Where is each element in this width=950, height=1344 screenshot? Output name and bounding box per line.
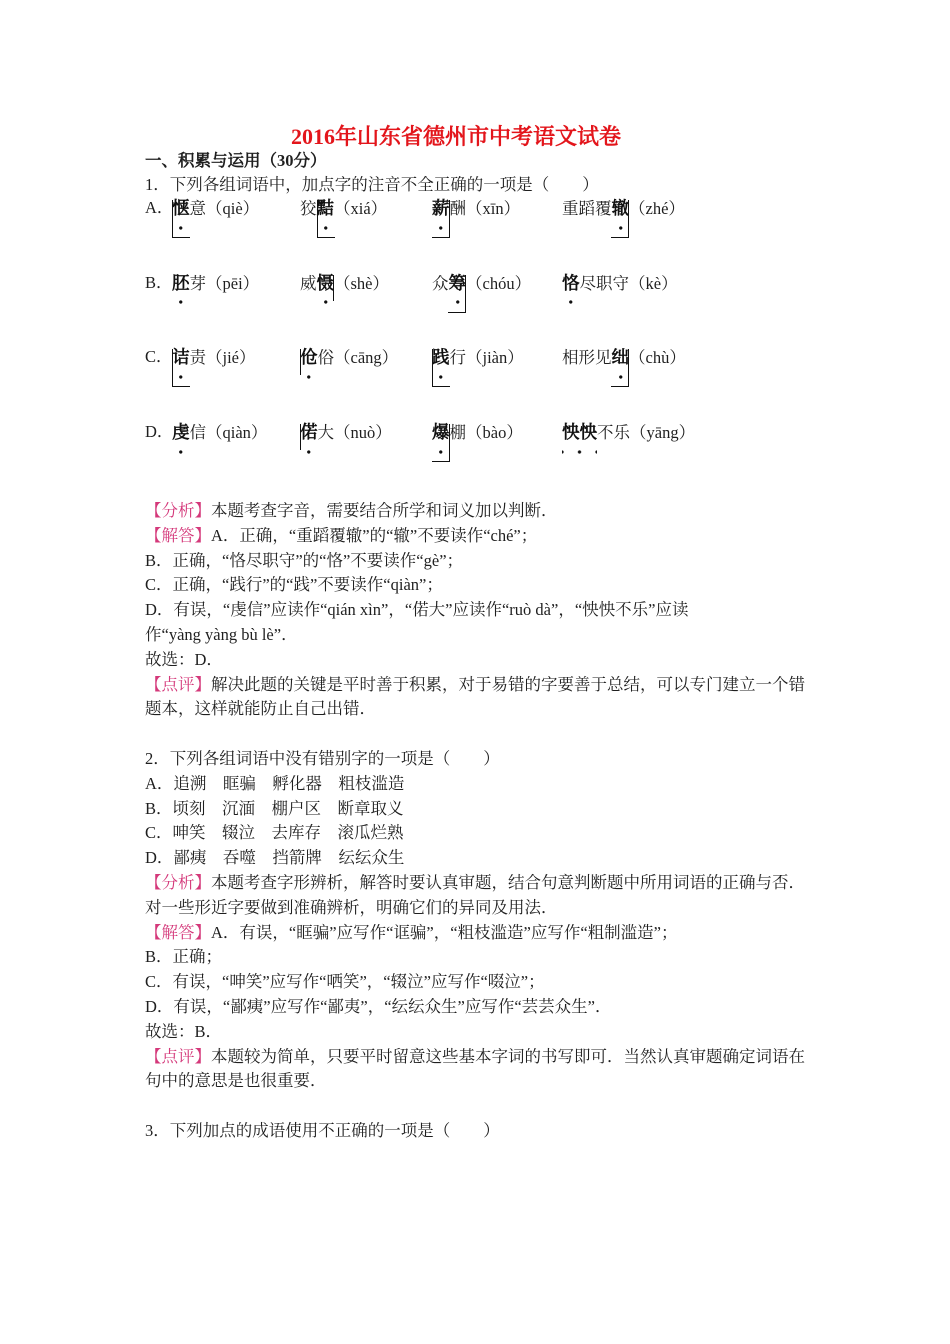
answer-line: B．正确； (145, 947, 223, 967)
option-word: 呻笑 (172, 823, 206, 843)
emphasized-char: 辙 (612, 196, 630, 221)
answer-line: 作“yàng yàng bù lè”． (145, 624, 298, 644)
exam-content (145, 0, 825, 1344)
pinyin: （qiàn） (206, 423, 268, 443)
answer-choice: 故选：D． (145, 649, 223, 669)
option-word: 纭纭众生 (338, 848, 405, 868)
question-1-option-d (145, 420, 825, 495)
answer-line (145, 921, 825, 946)
word-rest: 信 (189, 423, 206, 443)
pinyin: （chù） (629, 348, 686, 368)
pinyin: （xīn） (466, 199, 521, 218)
word-prefix: 狡 (300, 199, 317, 218)
word-rest: 责 (189, 348, 206, 368)
answer-line: C．有误，“呻笑”应写作“哂笑”，“辍泣”应写作“啜泣”； (145, 972, 545, 992)
option-label: D． (145, 422, 174, 442)
question-1-stem: 1．下列各组词语中，加点字的注音不全正确的一项是（ ） (145, 175, 599, 194)
emphasized-char: 伧 (300, 345, 318, 370)
option-word (562, 345, 686, 370)
option-label: D． (145, 848, 174, 868)
word-rest: 棚 (449, 423, 466, 443)
emphasized-char: 虔 (172, 420, 190, 445)
option-label: A． (145, 773, 174, 793)
option-word: 辍泣 (222, 823, 256, 843)
emphasized-char: 恪 (562, 271, 580, 296)
option-word: 滚瓜烂熟 (337, 823, 404, 843)
analysis-tag: 【分析】 (145, 501, 211, 520)
option-word: 挡箭牌 (272, 848, 322, 868)
question-1-options (145, 196, 825, 495)
word-rest: 行 (449, 348, 466, 368)
answer-choice: 故选：B． (145, 1021, 223, 1041)
analysis-line (145, 499, 825, 524)
answer-tag: 【解答】 (145, 922, 211, 942)
emphasized-char: 绌 (612, 345, 630, 370)
option-word: 沉湎 (222, 798, 256, 818)
word-rest: 大 (317, 423, 334, 443)
option-word: 粗枝滥造 (338, 773, 405, 793)
word-rest: 不乐 (597, 423, 630, 443)
pinyin: （shè） (334, 273, 389, 293)
analysis-tag: 【分析】 (145, 872, 211, 892)
spacer (145, 722, 825, 747)
word-prefix: 重蹈覆 (562, 199, 612, 218)
spacer (145, 1094, 825, 1119)
pinyin: （zhé） (629, 199, 685, 218)
comment-text: 本题较为简单，只要平时留意这些基本字词的书写即可．当然认真审题确定词语在 (211, 1046, 805, 1066)
question-2-option-b (145, 797, 825, 822)
exam-body (145, 499, 825, 1144)
emphasized-char: 慑 (317, 271, 335, 296)
emphasized-char: 践 (432, 345, 450, 370)
option-label: C． (145, 823, 173, 843)
question-1-option-c (145, 345, 825, 420)
pinyin: （jiàn） (466, 348, 524, 368)
question-2-option-d (145, 846, 825, 871)
pinyin: （cāng） (334, 348, 399, 368)
word-prefix: 相形见 (562, 348, 612, 368)
option-word (432, 345, 524, 370)
section-heading: 一、积累与运用（30分） (145, 151, 327, 170)
question-1-option-a (145, 196, 825, 271)
pinyin: （qiè） (206, 199, 260, 218)
emphasized-char: 黠 (317, 196, 335, 221)
emphasized-char: 胚 (172, 271, 190, 296)
page-title: 2016年山东省德州市中考语文试卷 (290, 124, 621, 149)
option-word (172, 420, 267, 445)
question-2-option-c (145, 821, 825, 846)
comment-line (145, 673, 825, 698)
emphasized-char: 惬 (172, 196, 190, 221)
option-word: 吞噬 (222, 848, 256, 868)
option-word: 棚户区 (271, 798, 322, 818)
option-word: 去库存 (271, 823, 322, 843)
option-word: 顷刻 (172, 798, 206, 818)
option-word (172, 345, 256, 370)
question-1-option-b (145, 271, 825, 346)
comment-line: 题本，这样就能防止自己出错． (145, 699, 376, 719)
answer-line: B．正确，“恪尽职守”的“恪”不要读作“gè”； (145, 550, 464, 570)
option-label: A． (145, 198, 174, 217)
option-word: 断章取义 (337, 798, 404, 818)
option-word (562, 420, 695, 445)
comment-text: 解决此题的关键是平时善于积累，对于易错的字要善于总结，可以专门建立一个错 (211, 674, 805, 694)
option-word: 追溯 (173, 773, 207, 793)
word-prefix: 众 (432, 273, 449, 293)
option-word: 鄙痍 (173, 848, 207, 868)
pinyin: （nuò） (334, 423, 392, 443)
option-word (432, 196, 520, 221)
word-rest: 意 (189, 199, 206, 218)
emphasized-char: 薪 (432, 196, 450, 221)
emphasized-char: 爆 (432, 420, 450, 445)
question-2-stem: 2．下列各组词语中没有错别字的一项是（ ） (145, 748, 500, 768)
word-rest: 俗 (317, 348, 334, 368)
comment-tag: 【点评】 (145, 1046, 211, 1066)
question-2-option-a (145, 772, 825, 797)
pinyin: （kè） (629, 273, 678, 293)
answer-text: A．正确，“重蹈覆辙”的“辙”不要读作“ché”； (211, 525, 538, 545)
emphasized-char: 筹 (449, 271, 467, 296)
option-word (432, 420, 523, 445)
option-label: C． (145, 347, 173, 367)
option-word (562, 271, 678, 296)
word-rest: 芽 (189, 273, 206, 293)
option-word (300, 271, 389, 296)
analysis-line: 对一些形近字要做到准确辨析，明确它们的异同及用法． (145, 897, 558, 917)
emphasized-char: 偌 (300, 420, 318, 445)
answer-tag: 【解答】 (145, 525, 211, 545)
word-rest: 酬 (449, 199, 466, 218)
option-word: 孵化器 (272, 773, 322, 793)
emphasized-char: 怏怏 (562, 420, 597, 445)
pinyin: （jié） (206, 348, 256, 368)
option-word (300, 196, 387, 221)
option-word (432, 271, 531, 296)
analysis-line (145, 871, 825, 896)
analysis-text: 本题考查字音，需要结合所学和词义加以判断． (211, 501, 558, 520)
question-3-stem: 3．下列加点的成语使用不正确的一项是（ ） (145, 1120, 500, 1140)
option-word: 眶骗 (222, 773, 256, 793)
pinyin: （yāng） (630, 423, 696, 443)
comment-line: 句中的意思是也很重要． (145, 1071, 327, 1091)
answer-text: A．有误，“眶骗”应写作“诓骗”，“粗枝滥造”应写作“粗制滥造”； (211, 922, 678, 942)
answer-line: D．有误，“鄙痍”应写作“鄙夷”，“纭纭众生”应写作“芸芸众生”． (145, 996, 612, 1016)
answer-line: D．有误，“虔信”应读作“qián xìn”，“偌大”应读作“ruò dà”，“怏怏不乐”应读 (145, 600, 689, 620)
word-prefix: 威 (300, 273, 317, 293)
option-label: B． (145, 798, 173, 818)
pinyin: （xiá） (334, 199, 388, 218)
analysis-text: 本题考查字形辨析，解答时要认真审题，结合句意判断题中所用词语的正确与否． (211, 872, 805, 892)
pinyin: （chóu） (466, 273, 532, 293)
word-rest: 尽职守 (579, 273, 629, 293)
emphasized-char: 诘 (172, 345, 190, 370)
answer-line (145, 524, 825, 549)
answer-line: C．正确，“践行”的“践”不要读作“qiàn”； (145, 575, 443, 595)
option-label: B． (145, 272, 173, 292)
comment-tag: 【点评】 (145, 674, 211, 694)
comment-line (145, 1045, 825, 1070)
option-word (300, 420, 392, 445)
option-word (172, 196, 259, 221)
option-word (562, 196, 685, 221)
pinyin: （bào） (466, 423, 523, 443)
option-word (300, 345, 398, 370)
pinyin: （pēi） (206, 273, 260, 293)
option-word (172, 271, 259, 296)
